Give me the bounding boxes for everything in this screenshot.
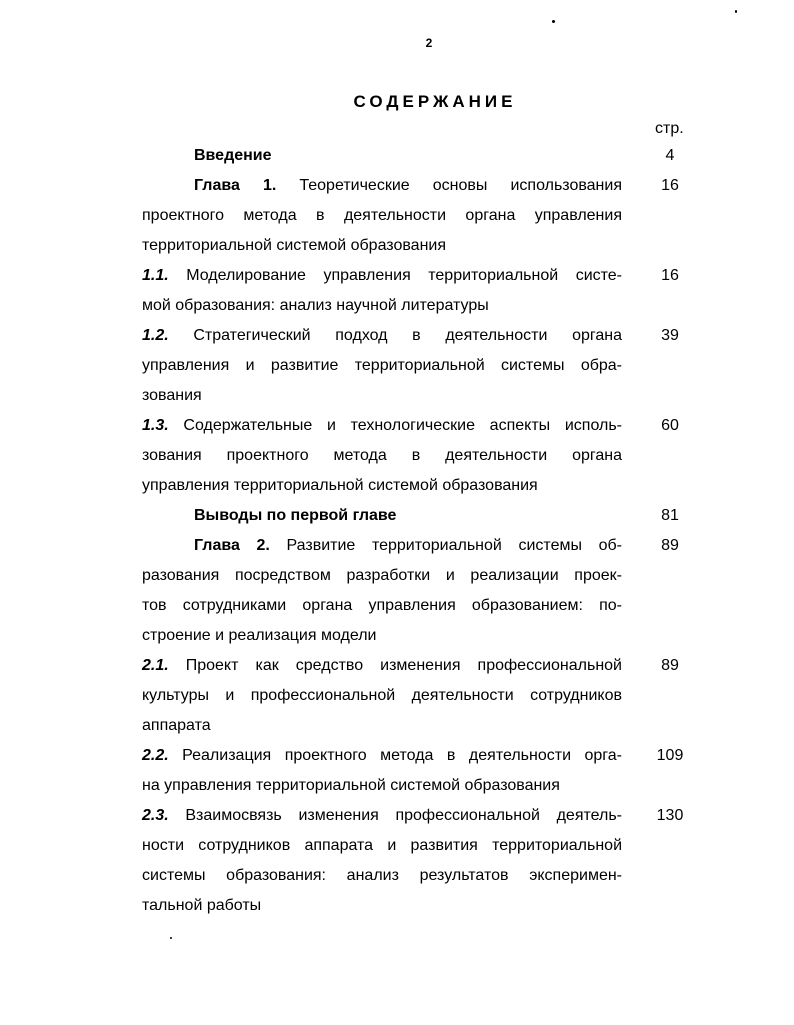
toc-section-number: 1.1. (142, 267, 169, 284)
toc-entry-title: 2.3. Взаимосвязь изменения профессиональной деятель- (142, 807, 622, 824)
toc-heading-label: Введение (194, 147, 272, 164)
toc-entry-title: Глава 2. Развитие территориальной системы об- (194, 537, 623, 554)
toc-entry-continuation: управления территориальной системой образования (142, 477, 538, 494)
toc-entry-continuation: на управления территориальной системой образования (142, 777, 560, 794)
toc-entry-continuation: системы образования: анализ результатов эксперимен- (142, 867, 622, 884)
toc-page-number: 89 (661, 657, 679, 674)
toc-entry-continuation: ности сотрудников аппарата и развития территориальной (142, 837, 622, 854)
toc-section-number: 1.2. (142, 327, 169, 344)
toc-section-number: 2.1. (142, 657, 169, 674)
toc-page-number: 81 (661, 507, 679, 524)
scan-speck (552, 20, 555, 23)
scan-speck (170, 937, 172, 939)
toc-entry-title: 2.2. Реализация проектного метода в деятельности орга- (142, 747, 622, 764)
toc-entry-continuation: тальной работы (142, 897, 262, 914)
toc-entry-title: 1.2. Стратегический подход в деятельности органа (142, 327, 622, 344)
toc-entry-title (194, 501, 622, 531)
toc-entry-continuation: мой образования: анализ научной литературы (142, 297, 489, 314)
toc-entry-continuation: тов сотрудниками органа управления образованием: по- (142, 597, 622, 614)
toc-entry-title (194, 141, 622, 171)
toc-section-number: 1.3. (142, 417, 169, 434)
toc-page-number: 130 (656, 807, 684, 824)
toc-entry-continuation: проектного метода в деятельности органа управления (142, 207, 622, 224)
toc-section-number: 2.3. (142, 807, 169, 824)
toc-entry-title: Глава 1. Теоретические основы использования (194, 177, 622, 194)
scan-speck (735, 10, 737, 13)
toc-entry-title: 2.1. Проект как средство изменения профессиональной (142, 657, 622, 674)
toc-page-number: 16 (661, 267, 679, 284)
toc-entry-continuation: зования проектного метода в деятельности органа (142, 447, 622, 464)
toc-page-number: 60 (661, 417, 679, 434)
toc-page-number: 4 (665, 147, 675, 164)
toc-entry-title: 1.1. Моделирование управления территориальной систе- (142, 267, 622, 284)
toc-section-number: 2.2. (142, 747, 169, 764)
toc-entry-continuation: культуры и профессиональной деятельности сотрудников (142, 687, 622, 704)
toc-heading-label: Глава 2. (194, 537, 270, 554)
toc-entry-continuation: аппарата (142, 717, 211, 734)
toc-page-number: 109 (656, 747, 684, 764)
toc-page-number: 16 (661, 177, 679, 194)
page-column-label: стр. (655, 120, 684, 137)
toc-heading-label: Выводы по первой главе (194, 507, 397, 524)
toc-entry-continuation: разования посредством разработки и реализации проек- (142, 567, 622, 584)
toc-page-number: 39 (661, 327, 679, 344)
page-title: СОДЕРЖАНИЕ (353, 92, 517, 111)
toc-entry-continuation: зования (142, 387, 202, 404)
toc-entry-continuation: управления и развитие территориальной системы обра- (142, 357, 622, 374)
toc-entry-continuation: территориальной системой образования (142, 237, 447, 254)
toc-entry-title: 1.3. Содержательные и технологические аспекты исполь- (142, 417, 622, 434)
toc-heading-label: Глава 1. (194, 177, 277, 194)
toc-entry-continuation: строение и реализация модели (142, 627, 377, 644)
toc-page-number: 89 (661, 537, 679, 554)
page-number: 2 (425, 36, 433, 50)
